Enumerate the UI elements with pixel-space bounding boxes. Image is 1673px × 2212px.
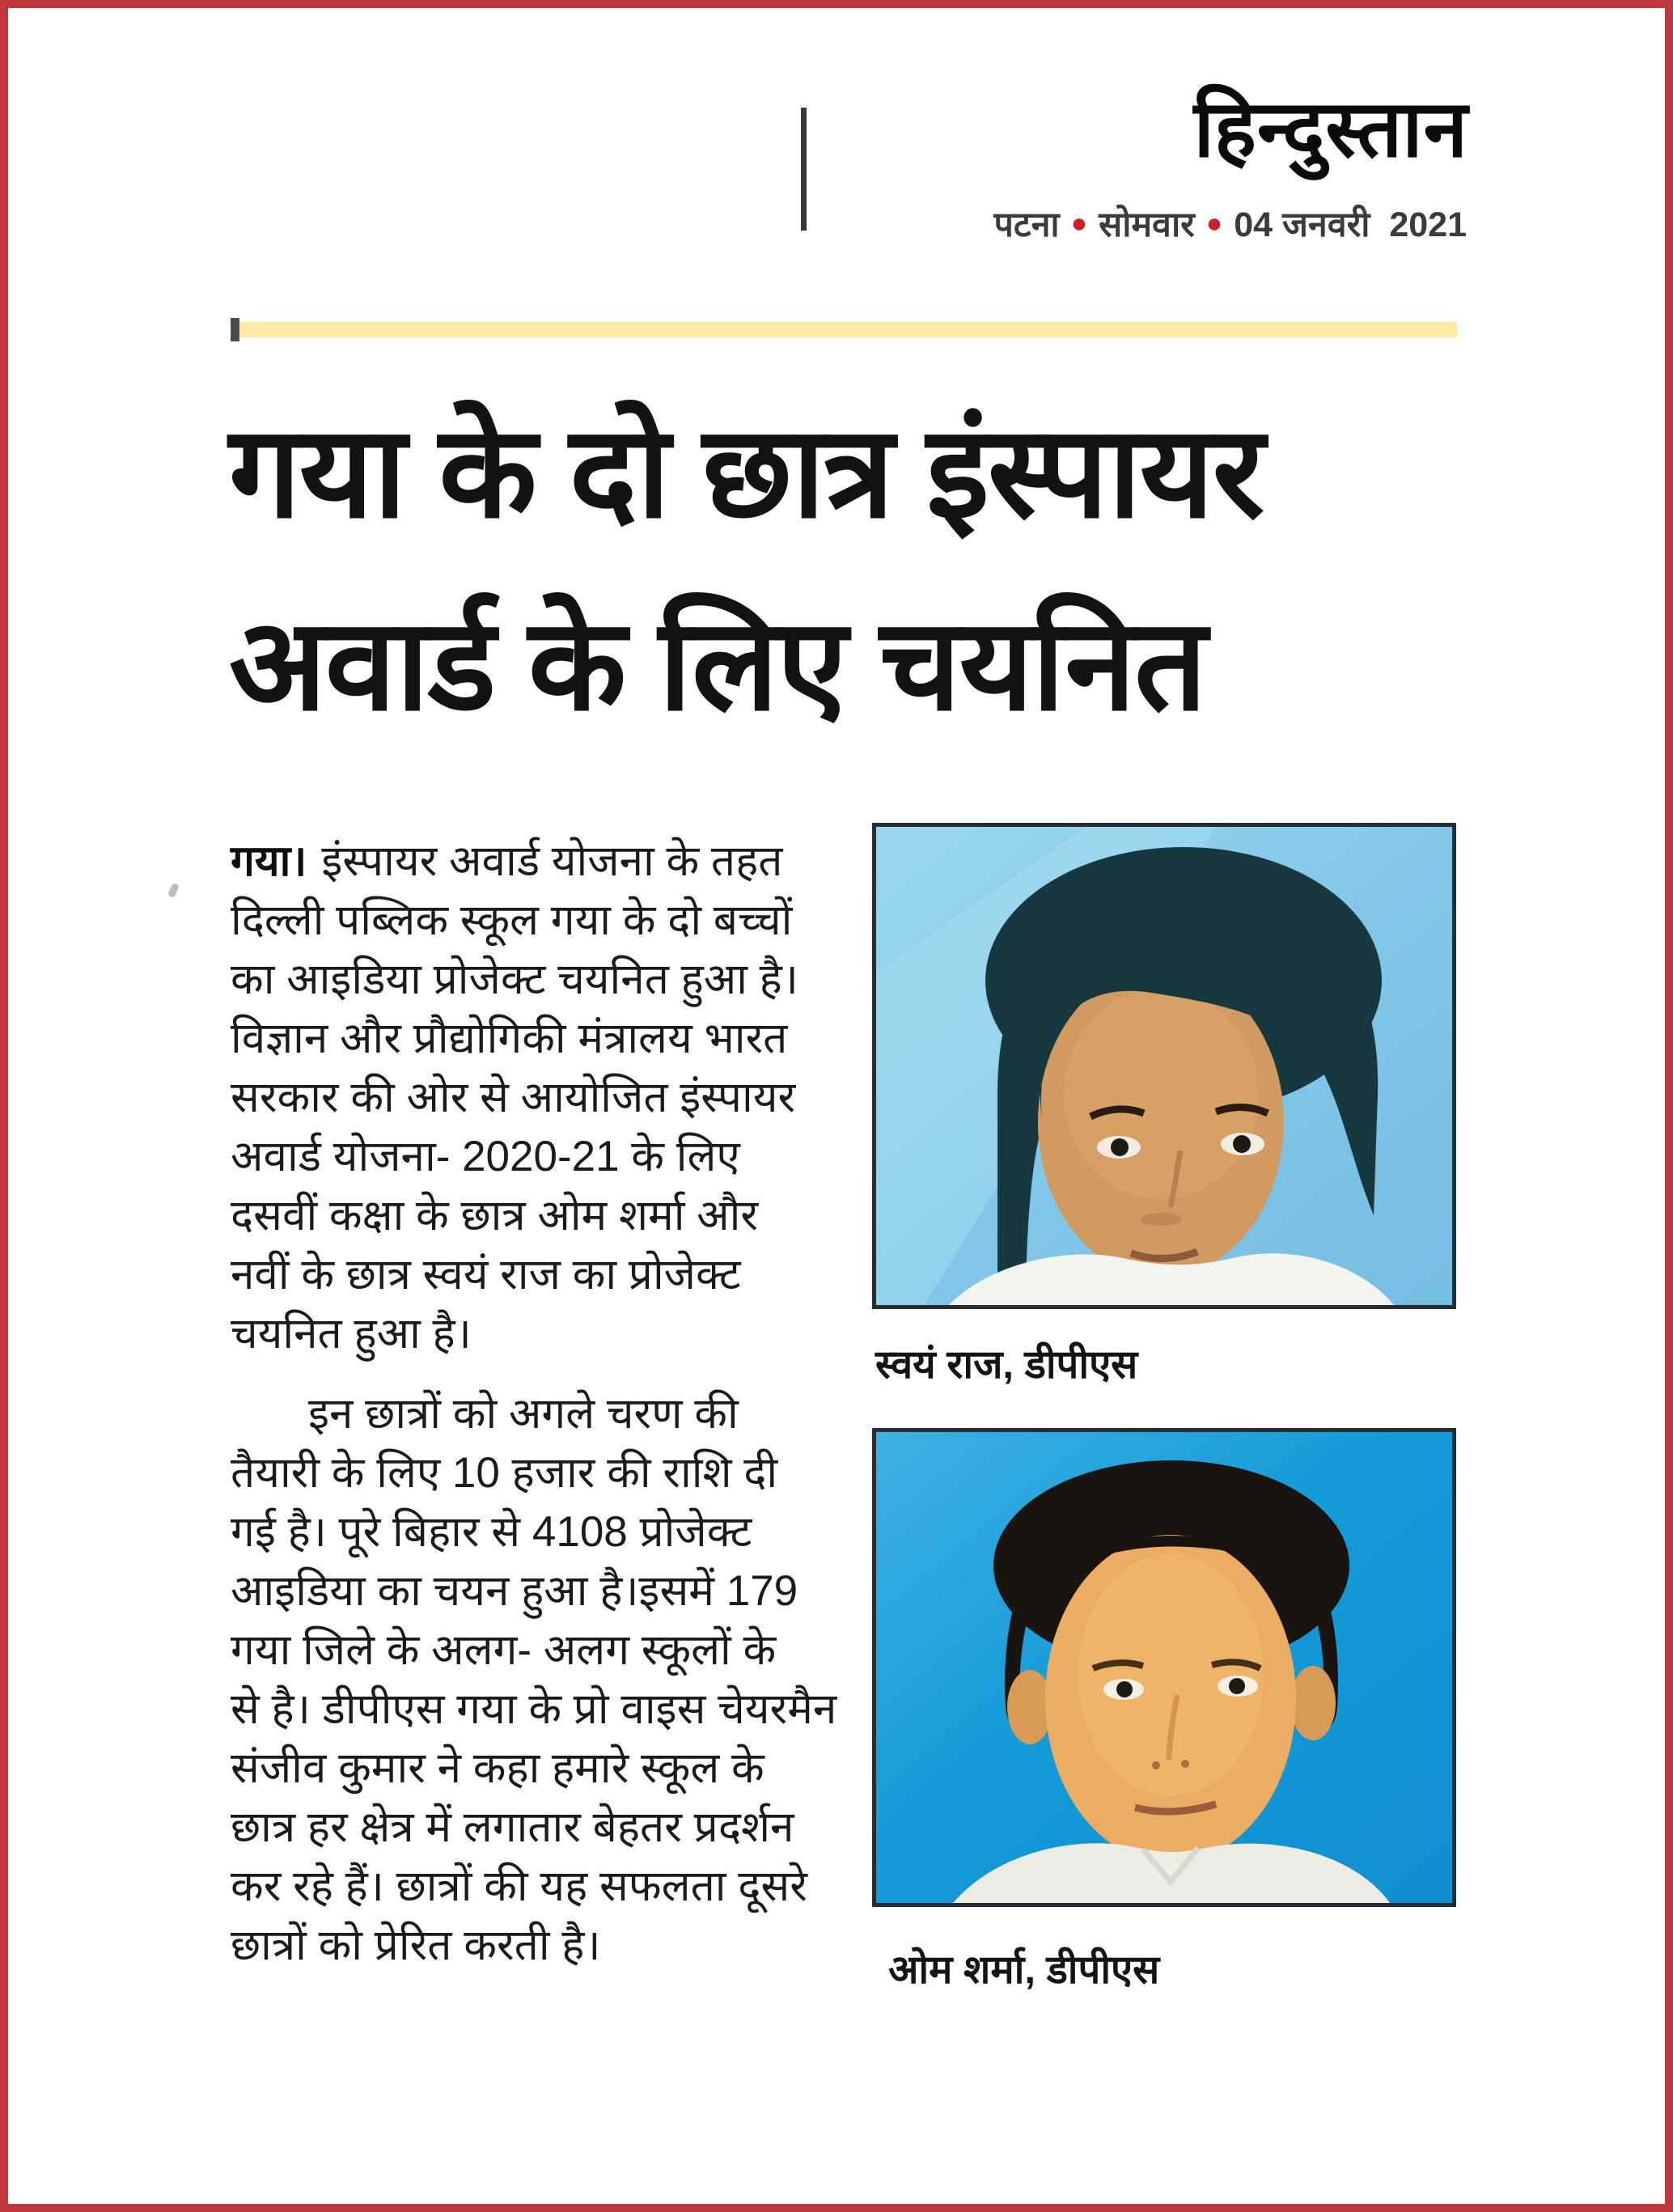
masthead-vertical-rule <box>801 108 807 231</box>
body-line <box>231 832 858 891</box>
newspaper-title: हिन्दुस्तान <box>1193 84 1468 173</box>
bullet-icon: ● <box>1070 207 1088 239</box>
body-line: गई है। पूरे बिहार से 4108 प्रोजेक्ट <box>231 1508 752 1556</box>
headline-line1: गया के दो छात्र इंस्पायर <box>229 401 1264 544</box>
pupil-right <box>1229 1678 1245 1694</box>
dateline-day: सोमवार <box>1099 206 1195 244</box>
body-line: गया जिले के अलग- अलग स्कूलों के <box>231 1626 777 1674</box>
headline-line2: अवार्ड के लिए चयनित <box>229 594 1206 736</box>
dateline-year: 2021 <box>1389 206 1467 244</box>
body-line: से है। डीपीएस गया के प्रो वाइस चेयरमैन <box>231 1685 837 1733</box>
body-line: कर रहे हैं। छात्रों की यह सफलता दूसरे <box>231 1862 807 1910</box>
body-line: छात्र हर क्षेत्र में लगातार बेहतर प्रदर्शन <box>231 1803 794 1851</box>
photo-caption: स्वयं राज, डीपीएस <box>875 1343 1138 1387</box>
accent-bar-tick <box>231 318 239 341</box>
paragraph-1 <box>231 832 858 1363</box>
nostril-right <box>1181 1760 1189 1768</box>
nostril-left <box>1152 1761 1160 1769</box>
paragraph-2 <box>231 1384 858 1975</box>
dateline-city: पटना <box>993 206 1060 244</box>
body-line: आइडिया का चयन हुआ है।इसमें 179 <box>231 1567 798 1615</box>
accent-bar <box>231 322 1457 337</box>
face-highlight <box>1064 989 1258 1199</box>
photo-caption: ओम शर्मा, डीपीएस <box>888 1948 1160 1992</box>
body-line: दिल्ली पब्लिक स्कूल गया के दो बच्चों <box>231 896 793 944</box>
body-line: चयनित हुआ है। <box>231 1310 472 1358</box>
body-line: इन छात्रों को अगले चरण की <box>308 1390 739 1438</box>
body-line: का आइडिया प्रोजेक्ट चयनित हुआ है। <box>231 956 798 1003</box>
headline <box>229 376 1475 761</box>
body-line: सरकार की ओर से आयोजित इंस्पायर <box>231 1074 796 1121</box>
nose-shadow <box>1140 1213 1182 1226</box>
location-intro: गया। <box>231 837 307 885</box>
body-line: दसवीं कक्षा के छात्र ओम शर्मा और <box>231 1192 759 1239</box>
body-line: संजीव कुमार ने कहा हमारे स्कूल के <box>231 1744 764 1792</box>
body-line: नवीं के छात्र स्वयं राज का प्रोजेक्ट <box>231 1251 741 1299</box>
body-line-text: इंस्पायर अवार्ड योजना के तहत <box>321 837 783 885</box>
photo-om-sharma <box>872 1428 1456 1907</box>
portrait-illustration <box>876 827 1452 1305</box>
ear-right <box>1290 1666 1336 1740</box>
scan-artifact-mark <box>167 883 180 898</box>
pupil-left <box>1111 1138 1129 1156</box>
photo-swayam-raj <box>872 823 1456 1309</box>
article-body <box>231 832 858 1975</box>
pupil-left <box>1116 1681 1133 1697</box>
dateline-date: 04 जनवरी <box>1234 206 1370 244</box>
body-line: तैयारी के लिए 10 हजार की राशि दी <box>231 1449 778 1497</box>
body-line: विज्ञान और प्रौद्योगिकी मंत्रालय भारत <box>231 1015 788 1062</box>
portrait-illustration <box>876 1432 1452 1903</box>
body-line: अवार्ड योजना- 2020-21 के लिए <box>231 1133 740 1180</box>
bullet-icon: ● <box>1205 207 1223 239</box>
pupil-right <box>1233 1135 1251 1153</box>
body-line: छात्रों को प्रेरित करती है। <box>231 1922 601 1969</box>
dateline <box>993 199 1467 247</box>
